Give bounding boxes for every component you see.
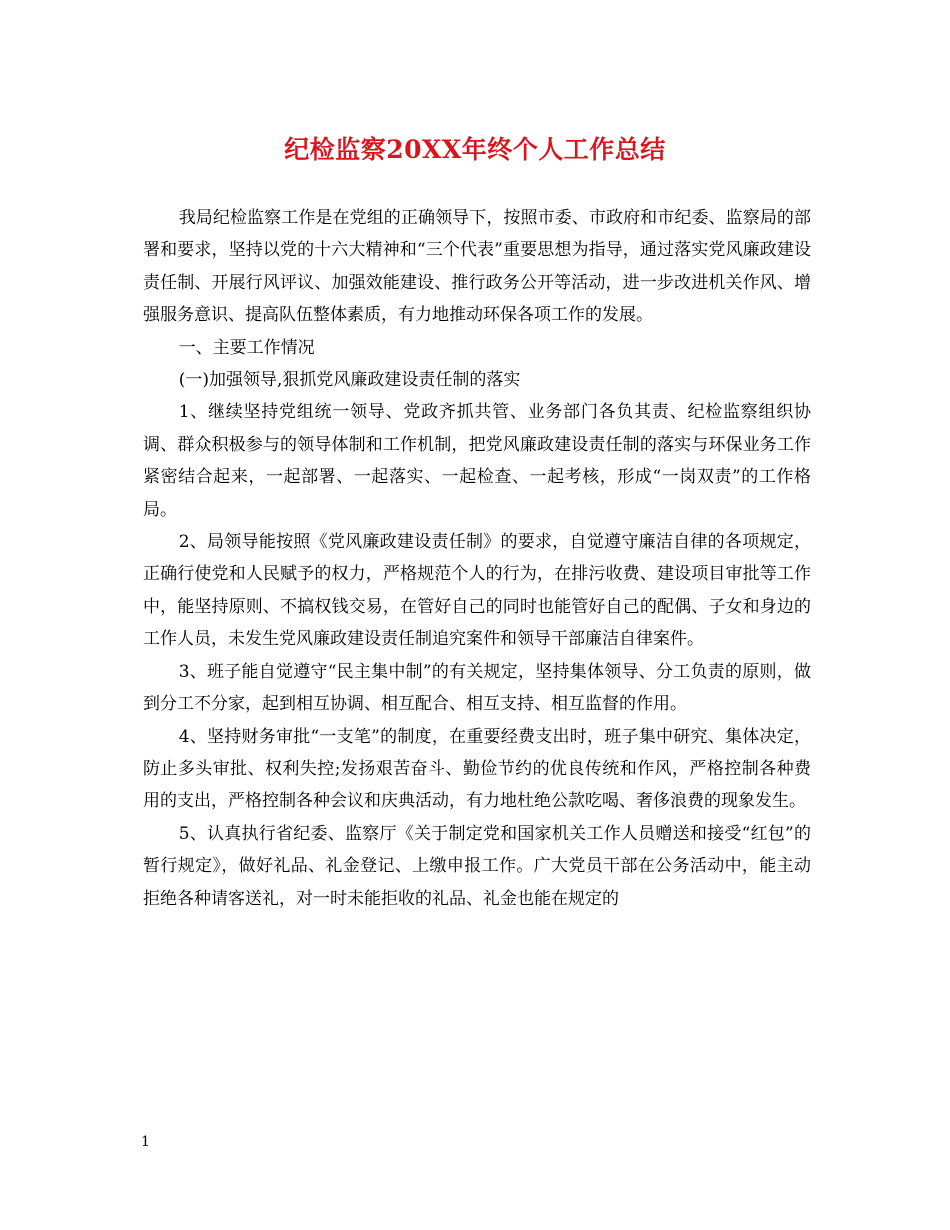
body-paragraph: 5、认真执行省纪委、监察厅《关于制定党和国家机关工作人员赠送和接受“红包”的暂行规定》，做好礼品、礼金登记、上缴申报工作。广大党员干部在公务活动中，能主动拒绝各种请客送礼，对一时未能拒收的礼品、礼金也能在规定的 xyxy=(143,823,811,909)
section-heading: 一、主要工作情况 xyxy=(178,337,315,358)
intro-paragraph: 我局纪检监察工作是在党组的正确领导下，按照市委、市政府和市纪委、监察局的部署和要求，坚持以党的十六大精神和“三个代表”重要思想为指导，通过落实党风廉政建设责任制、开展行风评议、加强效能建设、推行政务公开等活动，进一步改进机关作风、增强服务意识、提高队伍整体素质，有力地推动环保各项工作的发展。 xyxy=(143,208,811,326)
body-paragraph: 2、局领导能按照《党风廉政建设责任制》的要求，自觉遵守廉洁自律的各项规定，正确行使党和人民赋予的权力，严格规范个人的行为，在排污收费、建设项目审批等工作中，能坚持原则、不搞权钱交易，在管好自己的同时也能管好自己的配偶、子女和身边的工作人员，未发生党风廉政建设责任制追究案件和领导干部廉洁自律案件。 xyxy=(143,532,811,650)
body-paragraph: 1、继续坚持党组统一领导、党政齐抓共管、业务部门各负其责、纪检监察组织协调、群众积极参与的领导体制和工作机制，把党风廉政建设责任制的落实与环保业务工作紧密结合起来，一起部署、一起落实、一起检查、一起考核，形成“一岗双责”的工作格局。 xyxy=(143,402,811,520)
document-title: 纪检监察20XX年终个人工作总结 xyxy=(284,135,666,164)
subsection-heading: (一)加强领导,狠抓党风廉政建设责任制的落实 xyxy=(178,370,521,391)
body-paragraph: 3、班子能自觉遵守“民主集中制”的有关规定，坚持集体领导、分工负责的原则，做到分工不分家，起到相互协调、相互配合、相互支持、相互监督的作用。 xyxy=(143,661,811,715)
body-paragraph: 4、坚持财务审批“一支笔”的制度，在重要经费支出时，班子集中研究、集体决定，防止多头审批、权利失控;发扬艰苦奋斗、勤俭节约的优良传统和作风，严格控制各种费用的支出，严格控制各种会议和庆典活动，有力地杜绝公款吃喝、奢侈浪费的现象发生。 xyxy=(143,726,811,812)
page-number: 1 xyxy=(141,1134,150,1150)
document-body xyxy=(143,202,811,915)
